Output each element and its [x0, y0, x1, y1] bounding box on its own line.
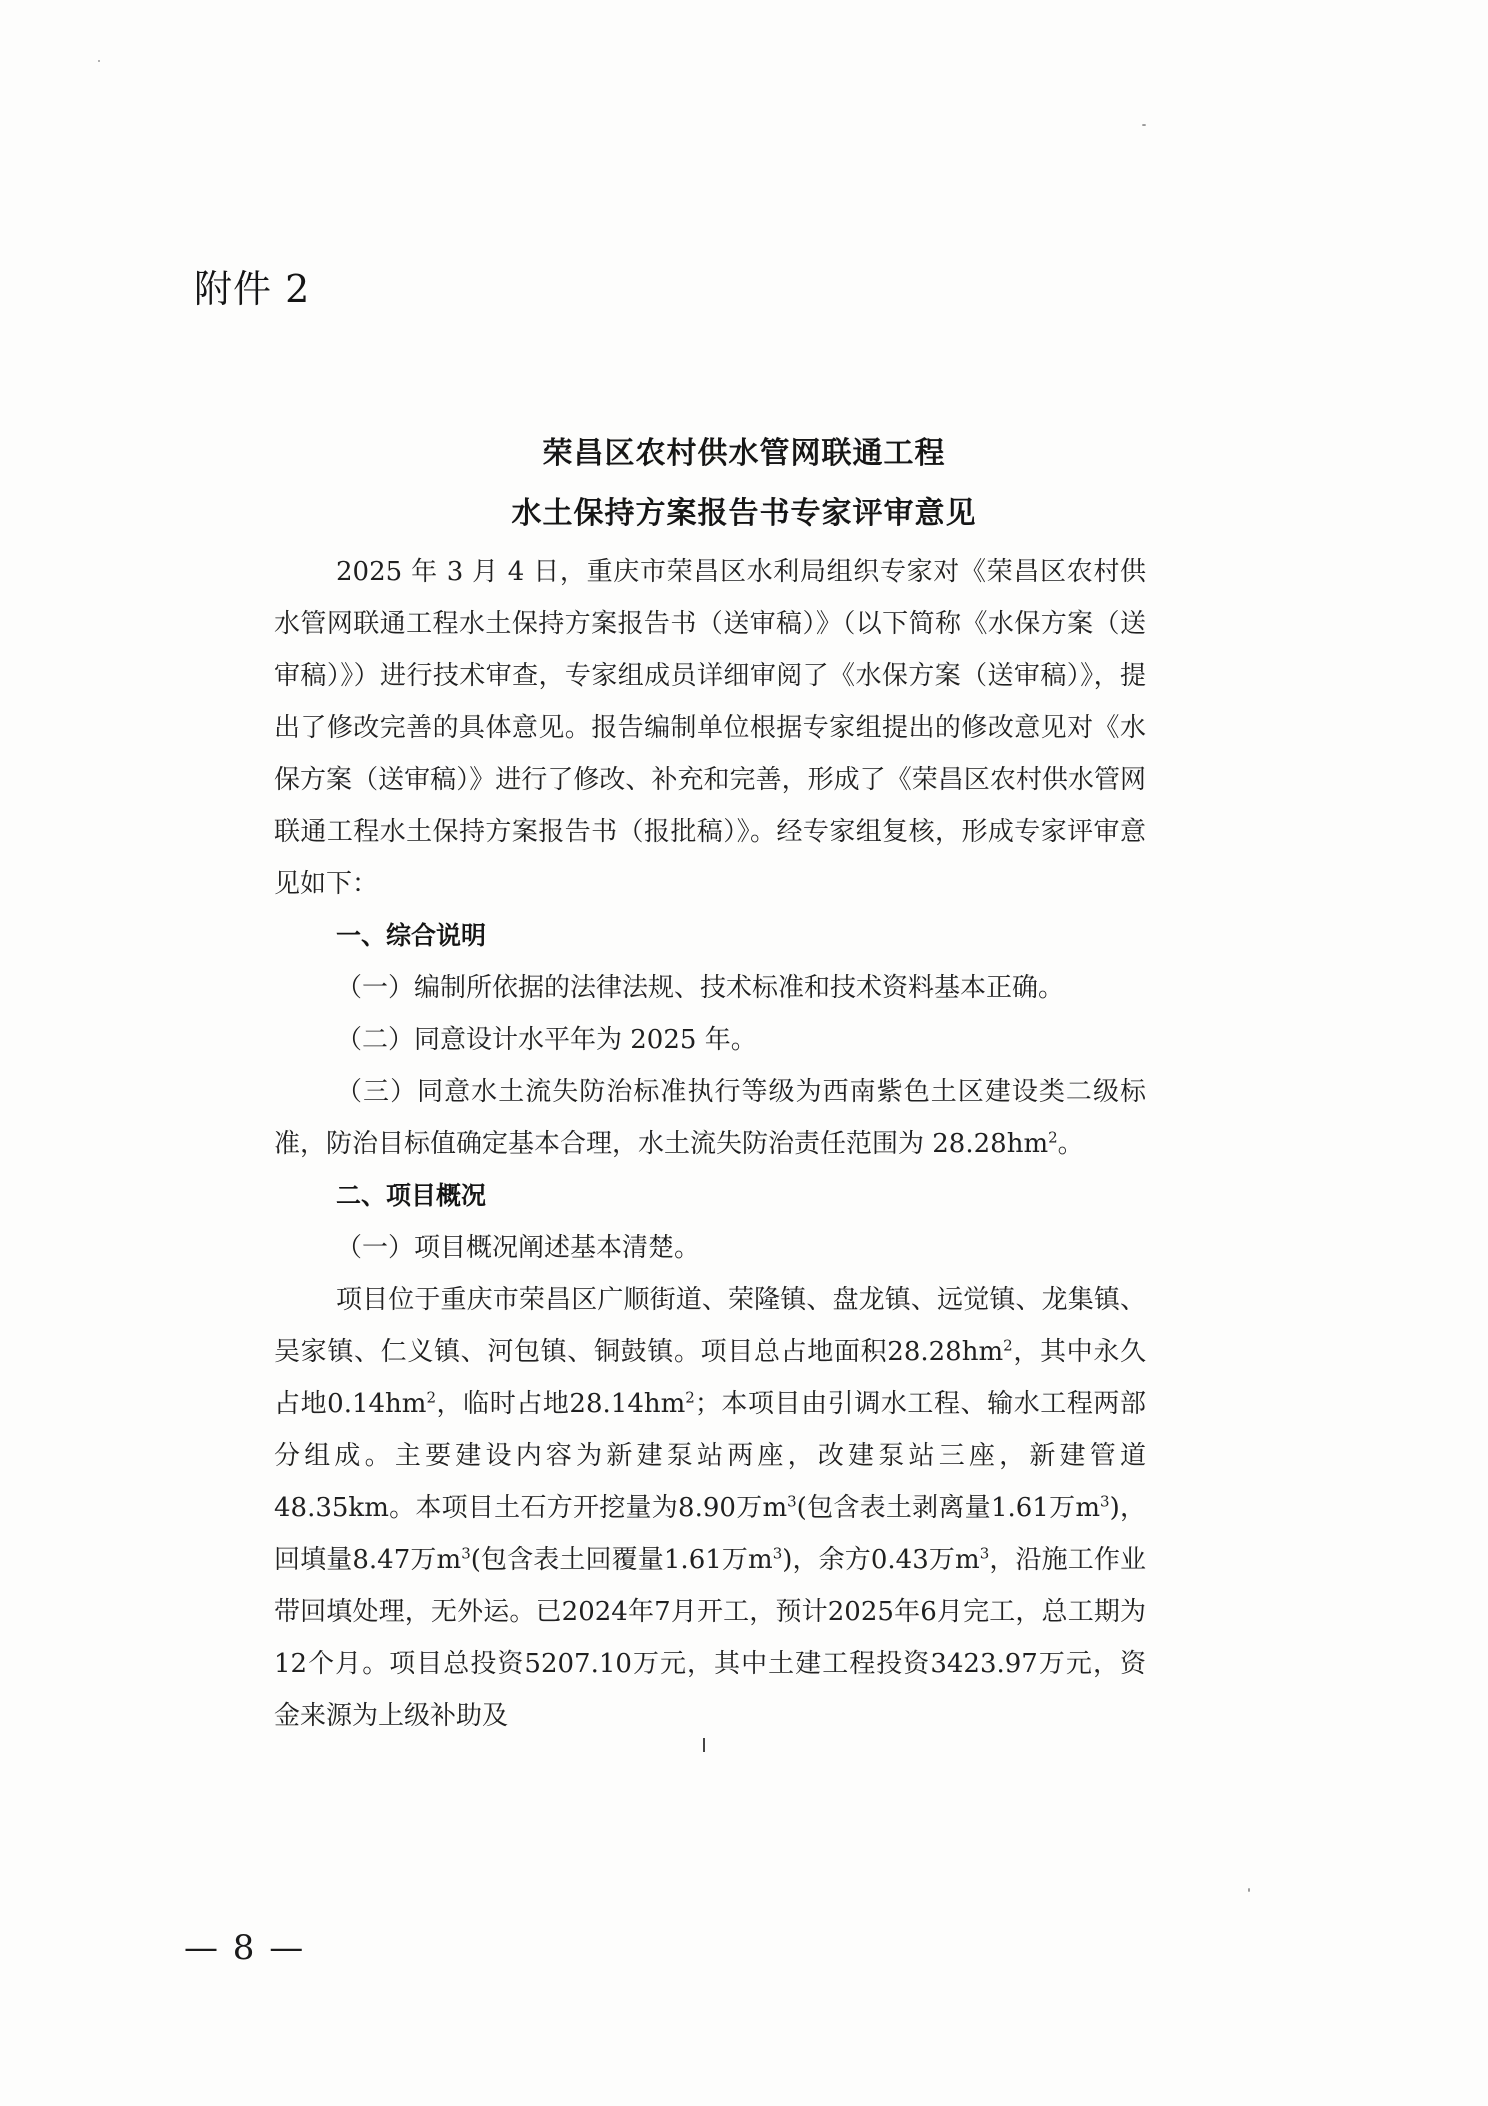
- document-body: [274, 546, 1146, 1742]
- section-heading-project: 二、项目概况: [336, 1181, 487, 1210]
- attachment-label: 附件 2: [194, 267, 311, 311]
- scan-mark: [703, 1738, 705, 1752]
- project-item-1: （一）项目概况阐述基本清楚。: [336, 1233, 701, 1263]
- project-description-paragraph: 项目位于重庆市荣昌区广顺街道、荣隆镇、盘龙镇、远觉镇、龙集镇、吴家镇、仁义镇、河包镇、铜鼓镇。项目总占地面积$28.28hm^2$，其中永久占地$0.14hm^2$，临时占地$28.14hm^2$；本项目由引调水工程、输水工程两部分组成。主要建设内容为新建泵站两座，改建泵站三座，新建管道48.35km。本项目土石方开挖量为8.90万$m^3$(包含表土剥离量1.61万$m^3$)，回填量8.47万$m^3$(包含表土回覆量1.61万$m^3$)，余方0.43万$m^3$，沿施工作业带回填处理，无外运。已2024年7月开工，预计2025年6月完工，总工期为12个月。项目总投资5207.10万元，其中土建工程投资3423.97万元，资金来源为上级补助及: [274, 1285, 1146, 1731]
- overview-item-2: （二）同意设计水平年为 2025 年。: [336, 1025, 757, 1055]
- overview-item-1: （一）编制所依据的法律法规、技术标准和技术资料基本正确。: [336, 973, 1065, 1003]
- document-title-line1: 荣昌区农村供水管网联通工程: [542, 436, 946, 471]
- overview-item-3: （三）同意水土流失防治标准执行等级为西南紫色土区建设类二级标准，防治目标值确定基本合理，水土流失防治责任范围为 $28.28hm^2$。: [274, 1077, 1146, 1159]
- scan-speck: [1248, 1888, 1250, 1892]
- intro-paragraph: 2025 年 3 月 4 日，重庆市荣昌区水利局组织专家对《荣昌区农村供水管网联通工程水土保持方案报告书（送审稿）》（以下简称《水保方案（送审稿）》）进行技术审查，专家组成员详细审阅了《水保方案（送审稿）》，提出了修改完善的具体意见。报告编制单位根据专家组提出的修改意见对《水保方案（送审稿）》进行了修改、补充和完善，形成了《荣昌区农村供水管网联通工程水土保持方案报告书（报批稿）》。经专家组复核，形成专家评审意见如下：: [274, 557, 1146, 899]
- page-number: — 8 —: [184, 1928, 306, 1968]
- document-title-line2: 水土保持方案报告书专家评审意见: [511, 496, 977, 531]
- scan-speck: [1142, 124, 1146, 126]
- section-heading-overview: 一、综合说明: [336, 921, 487, 950]
- scan-speck: [98, 60, 100, 62]
